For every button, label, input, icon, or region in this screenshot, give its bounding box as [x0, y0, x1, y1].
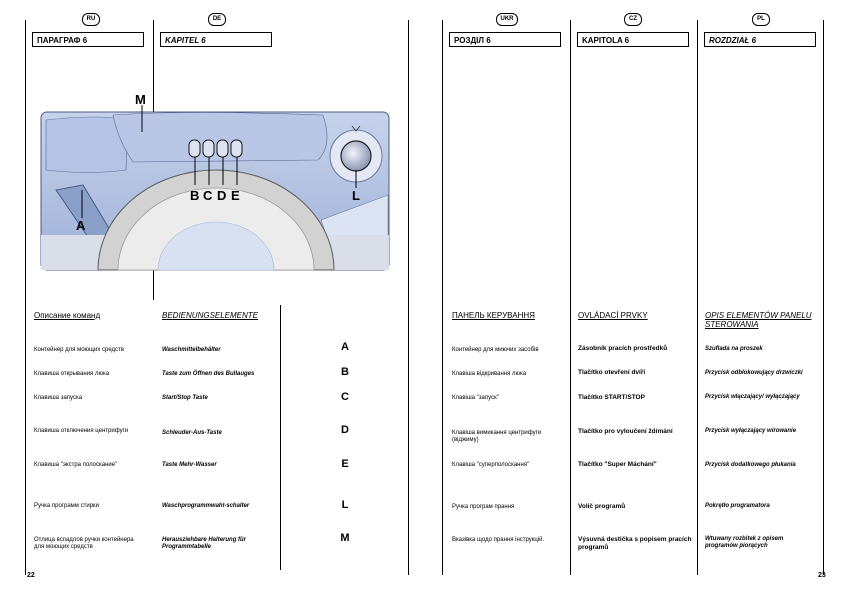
chapter-header-ukr: РОЗДІЛ 6 [449, 32, 561, 47]
letter-l: L [341, 499, 349, 511]
section-title-ukr: ПАНЕЛЬ КЕРУВАННЯ [452, 311, 535, 320]
ukr-item-a: Контейнер для миючих засобів [452, 347, 539, 353]
pl-item-m: Wtuwany rozbitek z opisem programów piorących [705, 536, 784, 549]
chapter-header-de: KAPITEL 6 [160, 32, 272, 47]
chapter-header-cz: KAPITOLA 6 [577, 32, 689, 47]
cz-item-d: Tlačítko pro vyloučení ždímání [578, 428, 673, 435]
right-margin-line [823, 20, 824, 575]
left-margin-line [25, 20, 26, 575]
de-item-l: Waschprogrammwahl-schalter [162, 503, 250, 509]
section-title-pl: OPIS ELEMENTÓW PANELU STEROWANIA [705, 311, 812, 329]
right-column-divider-1 [570, 20, 571, 575]
ukr-item-e: Клавіша "суперполоскання" [452, 462, 530, 468]
diagram-label-c: C [203, 188, 213, 203]
ru-item-e: Клавиша "экстра полоскание" [34, 462, 118, 468]
cz-item-a: Zásobník pracích prostředků [578, 345, 668, 352]
letter-m: M [340, 532, 350, 544]
diagram-label-d: D [217, 188, 227, 203]
lang-code-ukr: UKR [496, 13, 518, 26]
lang-code-ru: RU [82, 13, 100, 26]
pl-item-d: Przycisk wyłączający wirowanie [705, 428, 797, 434]
diagram-label-l: L [352, 188, 360, 203]
ukr-item-m: Вказівка щодо прання інструкцій. [452, 537, 545, 543]
pl-item-l: Pokrętło programatora [705, 503, 770, 509]
chapter-header-pl: ROZDZIAŁ 6 [704, 32, 816, 47]
ukr-item-l: Ручка програм прання [452, 504, 515, 510]
section-title-cz: OVLÁDACÍ PRVKY [578, 311, 648, 320]
diagram-label-a: A [76, 218, 86, 233]
letter-b: B [341, 366, 349, 378]
cz-item-b: Tlačítko otevření dvíří [578, 369, 646, 376]
de-item-c: Start/Stop Taste [162, 395, 208, 401]
letter-e: E [341, 458, 349, 470]
section-title-ru: Описание команд [34, 311, 101, 320]
cz-item-c: Tlačítko START/STOP [578, 394, 645, 401]
right-column-divider-2 [697, 20, 698, 575]
pl-item-b: Przycisk odblokowującу drzwiczki [705, 370, 803, 376]
letter-d: D [341, 424, 349, 436]
diagram-label-b: B [190, 188, 200, 203]
ru-item-a: Контейнер для моющих средств [34, 347, 124, 353]
ru-item-m: Отлица вспадлов ручки контейнера для моющих средств [34, 537, 134, 550]
section-title-de: BEDIENUNGSELEMENTE [162, 311, 259, 320]
pl-item-e: Przycisk dodatkowego płukania [705, 462, 796, 468]
ukr-item-c: Клавіша "запуск" [452, 395, 499, 401]
center-gutter-right [442, 20, 443, 575]
pl-item-a: Szufladа na proszek [705, 346, 763, 352]
ru-item-c: Клавиша запуска [34, 395, 83, 401]
ukr-item-d: Клавіша вимикання центрифуги (віджиму) [452, 430, 542, 443]
lang-code-pl: PL [752, 13, 770, 26]
lang-code-cz: CZ [624, 13, 642, 26]
de-item-m: Herausziehbare Halterung für Programmtabelle [162, 537, 247, 550]
ukr-item-b: Клавіша відкривання люка [452, 371, 527, 377]
chapter-header-ru: ПАРАГРАФ 6 [32, 32, 144, 47]
left-column-divider-2 [280, 305, 281, 570]
page-number-right: 23 [818, 572, 826, 579]
ru-item-d: Клавиша отключения центрифуги [34, 428, 129, 434]
de-item-d: Schleuder-Aus-Taste [162, 430, 222, 436]
cz-item-e: Tlačítko "Super Máchání" [578, 461, 657, 468]
lang-code-de: DE [208, 13, 226, 26]
center-gutter-left [408, 20, 409, 575]
de-item-e: Taste Mehr-Wasser [162, 462, 217, 468]
cz-item-l: Volič programů [578, 503, 626, 510]
cz-item-m: Výsuvná destička s popisem pracích programů [578, 536, 692, 551]
diagram-label-m: M [135, 92, 146, 107]
control-panel-illustration [38, 90, 394, 290]
diagram-label-e: E [231, 188, 240, 203]
de-item-a: Waschmittelbehälter [162, 347, 221, 353]
letter-a: A [341, 341, 349, 353]
ru-item-b: Клавиша открывания люка [34, 371, 110, 377]
letter-c: C [341, 391, 349, 403]
de-item-b: Taste zum Öffnen des Bullauges [162, 371, 255, 377]
page-number-left: 22 [27, 572, 35, 579]
ru-item-l: Ручка программ стирки [34, 503, 100, 509]
pl-item-c: Przycisk włączający/ wyłączający [705, 394, 800, 400]
